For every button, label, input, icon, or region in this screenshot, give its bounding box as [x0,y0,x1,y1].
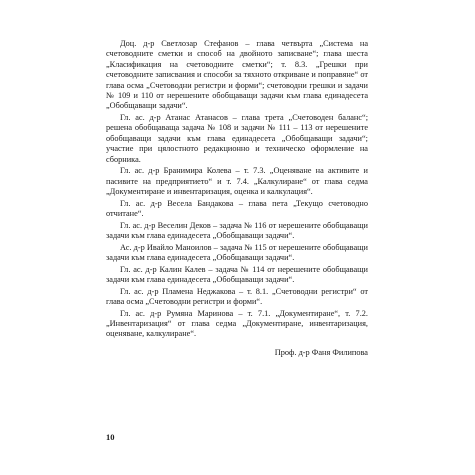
contributors-text [106,39,368,358]
paragraph-bandakova: Гл. ас. д-р Весела Бандакова – глава пета „Текущо счетоводно отчитане“. [106,198,368,219]
paragraph-manoilov: Ас. д-р Ивайло Маноилов – задача № 115 от нерешените обобщаващи задачи към глава единадесета „Обобщаващи задачи“. [106,242,368,263]
paragraph-marinova: Гл. ас. д-р Румяна Маринова – т. 7.1. „Документиране“, т. 7.2. „Инвентаризация“ от глава седма „Документиране, инвентаризация, оценяване, калкулиране“. [106,308,368,339]
paragraph-atanasov: Гл. ас. д-р Атанас Атанасов – глава трета „Счетоводен баланс“; решена обобщаваща задача № 108 и задачи № 111 – 113 от нерешените обобщаващи задачи към глава единадесета „Обобщаващи задачи“; участие при цялостното редакционно и техническо оформление на сборника. [106,113,368,164]
paragraph-dekov: Гл. ас. д-р Веселин Деков – задача № 116 от нерешените обобщаващи задачи към глава единадесета „Обобщаващи задачи“. [106,220,368,241]
paragraph-nedzhakova: Гл. ас. д-р Пламена Неджакова – т. 8.1. „Счетоводни регистри“ от глава осма „Счетоводни регистри и форми“. [106,286,368,307]
signature: Проф. д-р Фаня Филипова [274,347,368,357]
paragraph-kalev: Гл. ас. д-р Калин Калев – задача № 114 от нерешените обобщаващи задачи към глава единадесета „Обобщаващи задачи“. [106,264,368,285]
paragraph-koleva: Гл. ас. д-р Бранимира Колева – т. 7.3. „Оценяване на активите и пасивите на предприятието“ и т. 7.4. „Калкулиране“ от глава седма „Документиране и инвентаризация, оценка и калкулация“. [106,166,368,197]
page-number: 10 [106,432,115,442]
paragraph-stefanov: Доц. д-р Светлозар Стефанов – глава четвърта „Система на счетоводните сметки и способ на двойното записване“; глава шеста „Класификация на счетоводните сметки“; т. 8.3. „Грешки при счетоводните записвания и способи за тяхното откриване и поправяне“ от глава осма „Счетоводни регистри и форми“; счетоводни грешки и задачи № 109 и 110 от нерешените обобщаващи задачи към глава единадесета „Обобщаващи задачи“. [106,39,368,111]
